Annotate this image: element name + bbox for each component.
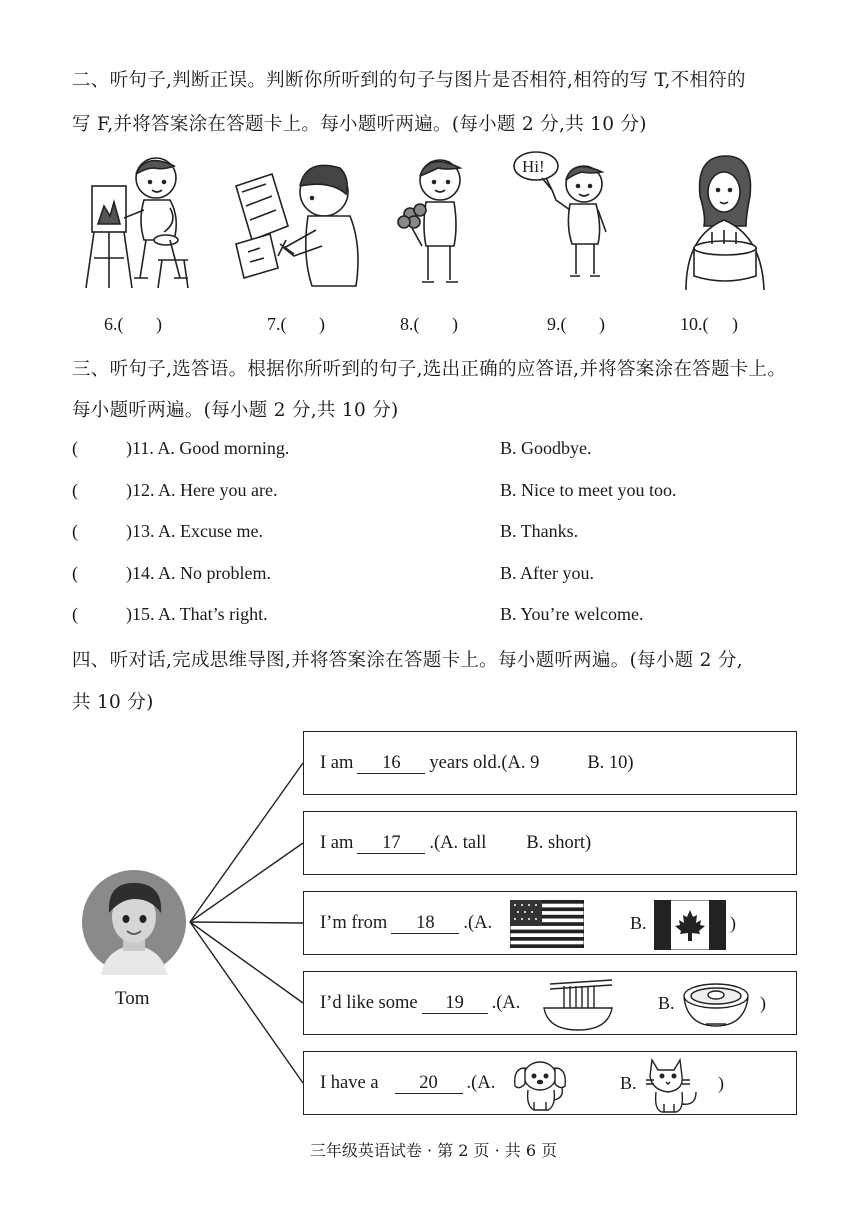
canada-flag-icon	[654, 900, 726, 950]
blank-19: 19	[422, 993, 488, 1014]
q7-label: 7.( )	[267, 314, 325, 334]
box18-pre: I’m from	[320, 913, 388, 933]
speech-bubble-text: Hi!	[522, 157, 545, 176]
q11-option-b: B. Goodbye.	[500, 438, 592, 458]
box20-pre: I have a	[320, 1073, 379, 1093]
q15-row: ( )15. A. That’s right.	[72, 604, 268, 624]
mind-map-box-16	[303, 731, 797, 795]
q13-option-b: B. Thanks.	[500, 521, 579, 541]
mind-map-box-17	[303, 811, 797, 875]
box17-option-a: .(A. tall	[429, 833, 487, 853]
box18-close: )	[730, 913, 736, 933]
box18-option-a: .(A.	[463, 913, 493, 933]
soup-bowl-icon	[682, 978, 750, 1030]
box19-option-a: .(A.	[491, 993, 521, 1013]
box16-option-a: years old.(A. 9	[429, 753, 540, 773]
q13-row: ( )13. A. Excuse me.	[72, 521, 263, 541]
page-footer: 三年级英语试卷 · 第 2 页 · 共 6 页	[309, 1141, 558, 1160]
section4-instruction-line2: 共 10 分)	[72, 692, 154, 713]
tom-name-label: Tom	[115, 988, 150, 1009]
section2-instruction-line1: 二、听句子,判断正误。判断你所听到的句子与图片是否相符,相符的写 T,不相符的	[72, 70, 746, 91]
section3-instruction-line2: 每小题听两遍。(每小题 2 分,共 10 分)	[72, 400, 399, 421]
dog-icon	[508, 1056, 572, 1114]
box16-option-b: B. 10)	[587, 753, 634, 773]
q14-row: ( )14. A. No problem.	[72, 563, 271, 583]
box20-close: )	[718, 1073, 724, 1093]
q14-option-b: B. After you.	[500, 563, 594, 583]
box20-option-a: .(A.	[466, 1073, 496, 1093]
box17-pre: I am	[320, 833, 354, 853]
q8-label: 8.( )	[400, 314, 458, 334]
q11-row: ( )11. A. Good morning.	[72, 438, 290, 458]
mind-map-box-20	[303, 1051, 797, 1115]
section3-instruction-line1: 三、听句子,选答语。根据你所听到的句子,选出正确的应答语,并将答案涂在答题卡上。	[72, 359, 787, 380]
mind-map-box-18	[303, 891, 797, 955]
noodles-icon	[542, 976, 614, 1032]
q15-option-b: B. You’re welcome.	[500, 604, 644, 624]
q12-row: ( )12. A. Here you are.	[72, 480, 278, 500]
blank-18: 18	[391, 913, 459, 934]
usa-flag-icon	[510, 900, 584, 948]
blank-16: 16	[357, 753, 425, 774]
q10-label: 10.( )	[680, 314, 738, 334]
section4-instruction-line1: 四、听对话,完成思维导图,并将答案涂在答题卡上。每小题听两遍。(每小题 2 分,	[72, 650, 743, 671]
mind-map-box-19	[303, 971, 797, 1035]
tom-avatar	[81, 869, 187, 975]
blank-20: 20	[395, 1073, 463, 1094]
cat-icon	[640, 1054, 704, 1114]
q9-label: 9.( )	[547, 314, 605, 334]
box18-option-b: B.	[630, 913, 647, 933]
box19-option-b: B.	[658, 993, 675, 1013]
section2-instruction-line2: 写 F,并将答案涂在答题卡上。每小题听两遍。(每小题 2 分,共 10 分)	[72, 114, 647, 135]
box19-close: )	[760, 993, 766, 1013]
box20-option-b: B.	[620, 1073, 637, 1093]
q6-label: 6.( )	[104, 314, 162, 334]
q12-option-b: B. Nice to meet you too.	[500, 480, 677, 500]
box17-option-b: B. short)	[526, 833, 592, 853]
box19-pre: I’d like some	[320, 993, 418, 1013]
blank-17: 17	[357, 833, 425, 854]
box16-pre: I am	[320, 753, 354, 773]
